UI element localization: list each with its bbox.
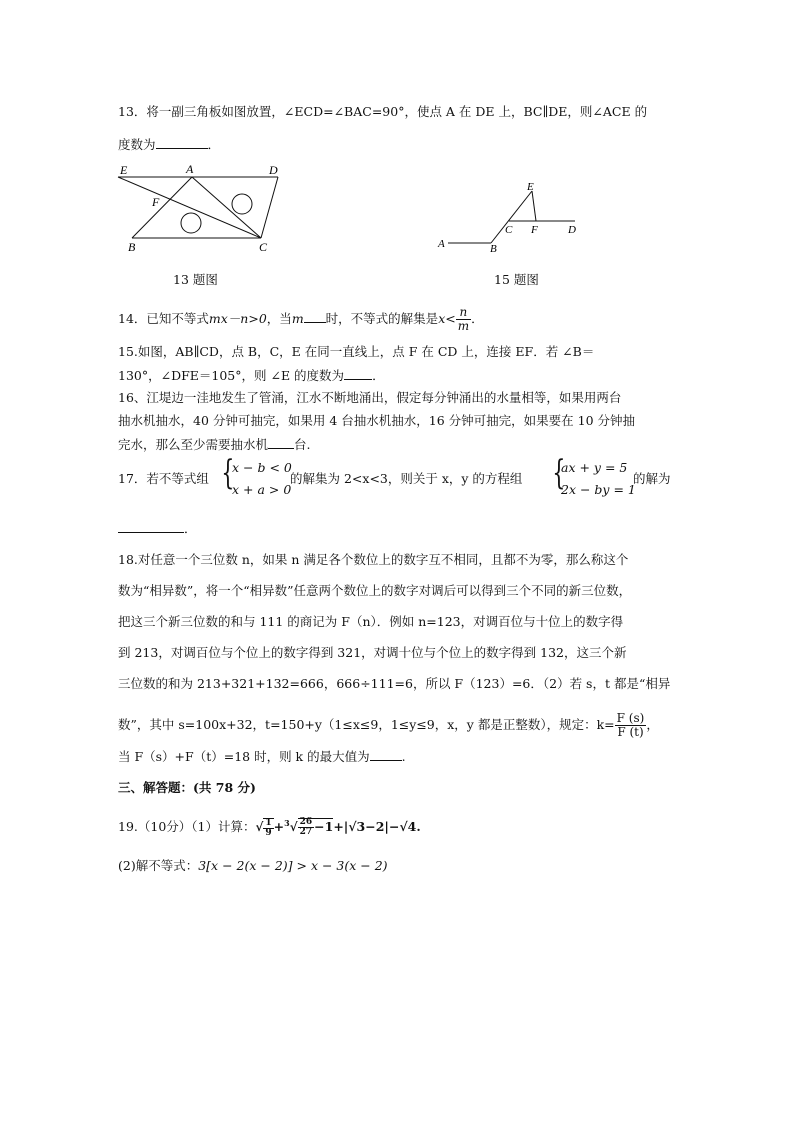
- q17-sys2-a: ax + y = 5: [561, 460, 628, 475]
- fig15-label-C: C: [505, 224, 513, 236]
- q13-line2: [118, 136, 220, 153]
- q19-r1-den: 9: [265, 827, 272, 838]
- q17-period: ．: [184, 521, 197, 536]
- q18-line7: [118, 748, 406, 765]
- q18-line5: 三位数的和为 213+321+132=666，666÷111=6，所以 F（123）=6．（2）若 s，t 都是“相异: [118, 676, 671, 691]
- fig15-label-A: A: [438, 238, 445, 250]
- fig13-label-A: A: [186, 162, 194, 176]
- fig15-label-B: B: [490, 243, 497, 253]
- q19-part2-expr: 3[x − 2(x − 2)] > x − 3(x − 2): [198, 858, 388, 873]
- q17-end: 的解为: [633, 471, 671, 486]
- q19-abs-part: +|√3−2|−√4.: [333, 819, 421, 835]
- q19-cbrt-body: [298, 817, 334, 838]
- q13-line2-text: 度数为: [118, 137, 156, 152]
- q13-period: ．: [207, 137, 221, 152]
- q17-sys1-b: x + a > 0: [232, 482, 292, 497]
- q14-mid: ，当: [266, 311, 292, 326]
- q16-line2: 抽水机抽水，40 分钟可抽完，如果用 4 台抽水机抽水，16 分钟可抽完，如果要在 10 分钟抽: [118, 413, 636, 428]
- fig15-line-EF: [532, 191, 536, 221]
- q19-part1: [118, 815, 421, 838]
- q17-mid: 的解集为 2<x<3，则关于 x，y 的方程组: [290, 471, 523, 486]
- q14-frac-num: n: [456, 306, 471, 320]
- q18-line6-text: 数”，其中 s=100x+32，t=150+y（1≤x≤9，1≤y≤9，x，y 都是正整数），规定：k=: [118, 717, 615, 732]
- q16-answer-blank: [268, 436, 294, 449]
- q14-ineq: mx－n>0: [208, 311, 267, 326]
- q19-cube-index: 3: [284, 818, 290, 828]
- q19-r2-den: 27: [299, 827, 313, 838]
- q19-part2: [118, 858, 388, 874]
- q15-line2-text: 130°，∠DFE＝105°，则 ∠E 的度数为: [118, 368, 345, 383]
- q14: [118, 306, 484, 333]
- q19-r2-num: 26: [299, 817, 313, 828]
- q17-pre: 17．若不等式组: [118, 471, 209, 486]
- q19-sqrt-frac-1: [263, 818, 273, 838]
- q15-line1: 15.如图，AB∥CD，点 B，C，E 在同一直线上，点 F 在 CD 上，连接 EF．若 ∠B＝: [118, 344, 595, 359]
- q14-frac-den: m: [457, 319, 470, 333]
- q14-fraction: [456, 306, 471, 333]
- fig13-label-F: F: [152, 195, 160, 209]
- q19-sqrt-sign-2: √: [289, 820, 298, 835]
- q18-line2: 数为“相异数”，将一个“相异数”任意两个数位上的数字对调后可以得到三个不同的新三位数，: [118, 583, 632, 598]
- q14-answer-blank: [304, 310, 326, 323]
- fig15-label-F: F: [531, 224, 538, 236]
- q13-answer-blank: [156, 136, 208, 149]
- q15-end: ．: [372, 368, 385, 383]
- q18-line7-end: .: [401, 749, 406, 764]
- q18-k-den: F (t): [617, 725, 644, 739]
- q14-pre: 14．已知不等式: [118, 311, 209, 326]
- q18-k-num: F (s): [616, 711, 645, 725]
- q15-answer-blank: [344, 367, 372, 380]
- q19-minus1: −1: [314, 819, 334, 835]
- q19-head: 19.（10分）（1）计算：: [118, 819, 256, 835]
- fig15-caption: 15 题图: [494, 272, 539, 287]
- fig13-circle-1: [181, 213, 201, 233]
- fig13-line-AC: [192, 177, 261, 238]
- q18-line7-text: 当 F（s）+F（t）=18 时，则 k 的最大值为: [118, 749, 370, 764]
- fig13-line-EC: [118, 177, 261, 238]
- q17-answer-line: [118, 520, 197, 537]
- q18-k-fraction: [615, 712, 647, 739]
- fig13-caption: 13 题图: [173, 272, 218, 287]
- q18-answer-blank: [370, 748, 402, 761]
- q17-brace-2: {: [552, 453, 566, 493]
- q14-mid2: 时，不等式的解集是: [325, 311, 439, 326]
- fig13-label-B: B: [128, 240, 136, 254]
- q18-line4: 到 213，对调百位与个位上的数字得到 321，对调十位与个位上的数字得到 132，这三个新: [118, 645, 627, 660]
- q13-line1: 13．将一副三角板如图放置，∠ECD=∠BAC=90°，使点 A 在 DE 上，BC∥DE，则∠ACE 的: [118, 104, 648, 119]
- q19-cbrt-frac: [298, 818, 315, 837]
- q19-part2-pre: (2)解不等式：: [118, 858, 199, 873]
- q19-sqrt-sign-1: √: [255, 820, 264, 835]
- fig13-circle-2: [232, 194, 252, 214]
- q17-brace-1: {: [221, 453, 235, 493]
- q19-plus: +: [273, 819, 285, 835]
- q16-line3: [118, 436, 311, 453]
- q16-unit: 台.: [294, 437, 311, 452]
- fig13-label-C: C: [259, 240, 268, 254]
- section3-title: 三、解答题：(共 78 分): [118, 780, 256, 795]
- figure-13: [112, 158, 297, 258]
- q18-line6: [118, 712, 659, 739]
- q18-line3: 把这三个新三位数的和与 111 的商记为 F（n）．例如 n=123，对调百位与十位上的数字得: [118, 614, 624, 629]
- figure-15: [430, 178, 590, 253]
- q14-m: m: [291, 311, 304, 326]
- fig13-label-E: E: [120, 163, 128, 177]
- fig13-line-DC: [261, 177, 278, 238]
- q17-sys1-a: x − b < 0: [232, 460, 292, 475]
- fig15-label-E: E: [527, 181, 534, 193]
- q16-line3-text: 完水，那么至少需要抽水机: [118, 437, 269, 452]
- q17-answer-blank: [118, 520, 184, 533]
- q18-line1: 18.对任意一个三位数 n，如果 n 满足各个数位上的数字互不相同，且都不为零，那么称这个: [118, 552, 629, 567]
- q19-r1-num: 1: [265, 817, 272, 828]
- fig13-label-D: D: [269, 163, 278, 177]
- q18-line6-end: ，: [646, 717, 659, 732]
- q14-end: ．: [471, 311, 484, 326]
- q16-line1: 16、江堤边一洼地发生了管涌，江水不断地涌出，假定每分钟涌出的水量相等，如果用两台: [118, 390, 622, 405]
- fig15-label-D: D: [568, 224, 576, 236]
- q15-line2: [118, 367, 385, 384]
- q17-sys2-b: 2x − by = 1: [561, 482, 636, 497]
- q14-x-lt: x<: [438, 311, 456, 326]
